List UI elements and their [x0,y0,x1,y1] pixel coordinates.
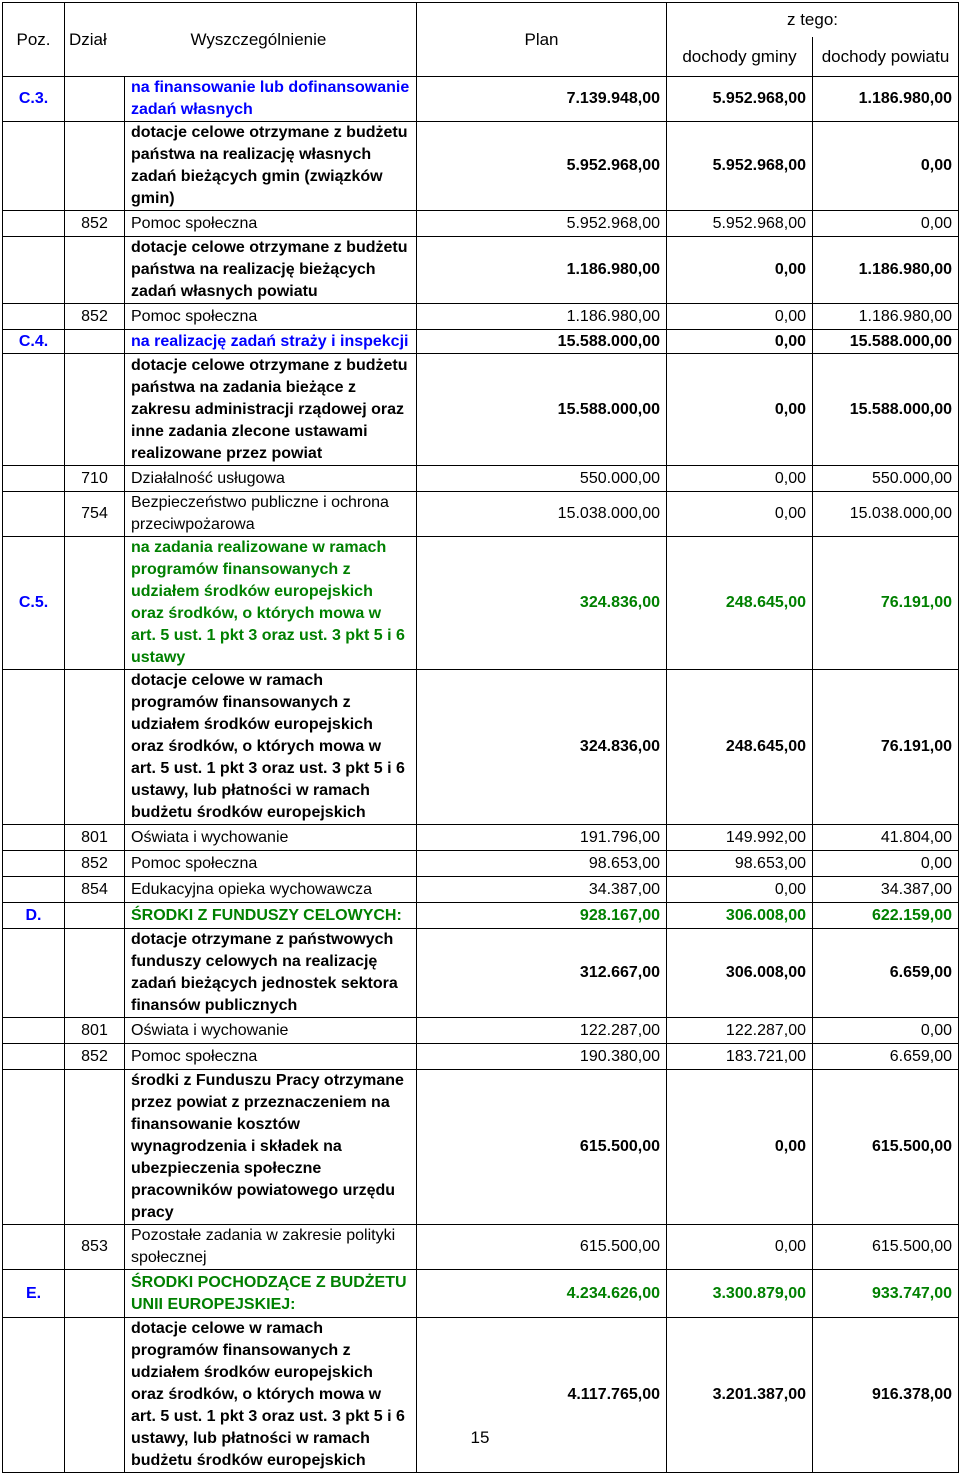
row-description: Oświata i wychowanie [125,1018,417,1044]
row-description: Działalność usługowa [125,466,417,492]
row-dzial: 754 [65,492,125,537]
table-row [3,1318,959,1473]
row-dochody-gminy: 3.300.879,00 [667,1270,813,1318]
row-dzial [65,122,125,211]
row-plan: 928.167,00 [417,903,667,929]
row-dzial: 852 [65,304,125,330]
header-poz: Poz. [3,3,65,77]
row-dochody-powiatu: 615.500,00 [813,1225,959,1270]
row-dzial [65,330,125,354]
row-description: Pomoc społeczna [125,211,417,237]
row-dochody-gminy: 248.645,00 [667,537,813,670]
table-row [3,825,959,851]
row-poz [3,1070,65,1225]
row-plan: 615.500,00 [417,1225,667,1270]
table-row [3,1270,959,1318]
row-poz [3,122,65,211]
row-plan: 5.952.968,00 [417,211,667,237]
row-poz: D. [3,903,65,929]
table-row [3,492,959,537]
row-dochody-powiatu: 15.038.000,00 [813,492,959,537]
header-dzial-wyszczegolnienie [65,3,417,77]
row-dochody-powiatu: 916.378,00 [813,1318,959,1473]
row-dochody-gminy: 248.645,00 [667,670,813,825]
row-plan: 122.287,00 [417,1018,667,1044]
row-poz [3,1318,65,1473]
row-dochody-gminy: 0,00 [667,354,813,466]
row-poz [3,1044,65,1070]
row-dochody-powiatu: 933.747,00 [813,1270,959,1318]
table-row [3,466,959,492]
row-plan: 324.836,00 [417,537,667,670]
row-dochody-powiatu: 41.804,00 [813,825,959,851]
row-poz [3,211,65,237]
row-dzial [65,1270,125,1318]
table-row [3,237,959,304]
row-poz: C.5. [3,537,65,670]
table-row [3,877,959,903]
row-poz: C.3. [3,77,65,122]
row-dochody-powiatu: 0,00 [813,122,959,211]
row-poz [3,237,65,304]
row-dochody-powiatu: 15.588.000,00 [813,354,959,466]
table-row [3,77,959,122]
row-dzial: 852 [65,1044,125,1070]
row-dochody-powiatu: 615.500,00 [813,1070,959,1225]
row-dochody-gminy: 0,00 [667,492,813,537]
row-plan: 15.588.000,00 [417,354,667,466]
row-dochody-powiatu: 0,00 [813,211,959,237]
row-dzial [65,929,125,1018]
row-poz [3,492,65,537]
header-dzial: Dział [69,29,107,49]
row-plan: 550.000,00 [417,466,667,492]
row-poz [3,354,65,466]
row-dochody-gminy: 0,00 [667,1070,813,1225]
table-row [3,1070,959,1225]
row-plan: 5.952.968,00 [417,122,667,211]
row-dochody-gminy: 0,00 [667,1225,813,1270]
row-description: środki z Funduszu Pracy otrzymane przez powiat z przeznaczeniem na finansowanie kosztów wynagrodzenia i składek na ubezpieczenia społeczne pracowników powiatowego urzędu pracy [125,1070,417,1225]
row-dochody-gminy: 149.992,00 [667,825,813,851]
row-plan: 615.500,00 [417,1070,667,1225]
row-dzial [65,1318,125,1473]
row-plan: 1.186.980,00 [417,304,667,330]
row-plan: 4.234.626,00 [417,1270,667,1318]
row-dochody-gminy: 122.287,00 [667,1018,813,1044]
row-dochody-gminy: 3.201.387,00 [667,1318,813,1473]
row-plan: 312.667,00 [417,929,667,1018]
budget-body [3,77,959,1473]
page-number: 15 [470,1428,490,1447]
row-description: Pomoc społeczna [125,304,417,330]
header-wyszczegolnienie: Wyszczególnienie [190,29,327,49]
row-dzial [65,77,125,122]
row-description: Bezpieczeństwo publiczne i ochrona przeciwpożarowa [125,492,417,537]
row-dochody-powiatu: 550.000,00 [813,466,959,492]
row-dochody-powiatu: 0,00 [813,851,959,877]
row-dochody-gminy: 0,00 [667,304,813,330]
row-plan: 190.380,00 [417,1044,667,1070]
row-description: dotacje celowe w ramach programów finansowanych z udziałem środków europejskich oraz środków, o których mowa w art. 5 ust. 1 pkt 3 oraz ust. 3 pkt 5 i 6 ustawy, lub płatności w ramach budżetu środków europejskich [125,1318,417,1473]
row-description: Pozostałe zadania w zakresie polityki społecznej [125,1225,417,1270]
row-plan: 7.139.948,00 [417,77,667,122]
row-dochody-powiatu: 76.191,00 [813,537,959,670]
row-poz [3,851,65,877]
row-dochody-powiatu: 6.659,00 [813,1044,959,1070]
row-description: ŚRODKI Z FUNDUSZY CELOWYCH: [125,903,417,929]
row-description: na finansowanie lub dofinansowanie zadań własnych [125,77,417,122]
row-description: Pomoc społeczna [125,851,417,877]
row-dochody-gminy: 0,00 [667,877,813,903]
row-dochody-powiatu: 34.387,00 [813,877,959,903]
row-dzial: 853 [65,1225,125,1270]
table-row [3,851,959,877]
row-dochody-powiatu: 622.159,00 [813,903,959,929]
row-poz: C.4. [3,330,65,354]
row-dzial: 801 [65,825,125,851]
row-description: Oświata i wychowanie [125,825,417,851]
row-plan: 15.588.000,00 [417,330,667,354]
header-dochody-gminy: dochody gminy [667,37,813,77]
row-description: na realizację zadań straży i inspekcji [125,330,417,354]
row-dzial: 852 [65,211,125,237]
row-dochody-gminy: 306.008,00 [667,929,813,1018]
row-plan: 15.038.000,00 [417,492,667,537]
row-description: dotacje celowe w ramach programów finansowanych z udziałem środków europejskich oraz środków, o których mowa w art. 5 ust. 1 pkt 3 oraz ust. 3 pkt 5 i 6 ustawy, lub płatności w ramach budżetu środków europejskich [125,670,417,825]
table-row [3,354,959,466]
row-dochody-powiatu: 76.191,00 [813,670,959,825]
row-poz [3,304,65,330]
row-dzial: 801 [65,1018,125,1044]
row-poz [3,670,65,825]
row-description: Pomoc społeczna [125,1044,417,1070]
row-poz [3,825,65,851]
row-poz [3,1018,65,1044]
row-dochody-powiatu: 1.186.980,00 [813,237,959,304]
row-dochody-gminy: 0,00 [667,237,813,304]
row-dochody-gminy: 98.653,00 [667,851,813,877]
row-dzial: 854 [65,877,125,903]
row-dzial [65,670,125,825]
row-plan: 34.387,00 [417,877,667,903]
row-poz: E. [3,1270,65,1318]
row-dochody-gminy: 183.721,00 [667,1044,813,1070]
table-row [3,1044,959,1070]
row-dochody-gminy: 0,00 [667,330,813,354]
row-poz [3,466,65,492]
table-row [3,1018,959,1044]
row-description: na zadania realizowane w ramach programów finansowanych z udziałem środków europejskich oraz środków, o których mowa w art. 5 ust. 1 pkt 3 oraz ust. 3 pkt 5 i 6 ustawy [125,537,417,670]
header-dochody-powiatu: dochody powiatu [813,37,959,77]
table-row [3,903,959,929]
row-description: dotacje celowe otrzymane z budżetu państwa na realizację własnych zadań bieżących gmin (związków gmin) [125,122,417,211]
row-plan: 191.796,00 [417,825,667,851]
header-z-tego: z tego: [667,3,959,37]
row-dochody-powiatu: 1.186.980,00 [813,304,959,330]
row-dochody-powiatu: 1.186.980,00 [813,77,959,122]
table-row [3,330,959,354]
row-poz [3,877,65,903]
row-dzial: 710 [65,466,125,492]
row-poz [3,1225,65,1270]
row-poz [3,929,65,1018]
table-row [3,304,959,330]
row-description: Edukacyjna opieka wychowawcza [125,877,417,903]
row-dochody-gminy: 306.008,00 [667,903,813,929]
row-dochody-powiatu: 6.659,00 [813,929,959,1018]
row-dochody-powiatu: 15.588.000,00 [813,330,959,354]
budget-table [2,2,959,1473]
row-dzial [65,903,125,929]
table-row [3,211,959,237]
row-dochody-gminy: 5.952.968,00 [667,211,813,237]
row-dochody-powiatu: 0,00 [813,1018,959,1044]
table-row [3,537,959,670]
row-description: dotacje otrzymane z państwowych funduszy celowych na realizację zadań bieżących jednostek sektora finansów publicznych [125,929,417,1018]
row-dochody-gminy: 5.952.968,00 [667,122,813,211]
row-plan: 324.836,00 [417,670,667,825]
row-dzial [65,354,125,466]
row-description: dotacje celowe otrzymane z budżetu państwa na realizację bieżących zadań własnych powiatu [125,237,417,304]
row-description: ŚRODKI POCHODZĄCE Z BUDŻETU UNII EUROPEJSKIEJ: [125,1270,417,1318]
header-plan: Plan [417,3,667,77]
table-row [3,670,959,825]
row-plan: 98.653,00 [417,851,667,877]
table-row [3,1225,959,1270]
table-row [3,122,959,211]
row-dzial [65,1070,125,1225]
row-dzial [65,537,125,670]
row-dochody-gminy: 0,00 [667,466,813,492]
row-dzial: 852 [65,851,125,877]
row-dochody-gminy: 5.952.968,00 [667,77,813,122]
row-plan: 1.186.980,00 [417,237,667,304]
row-dzial [65,237,125,304]
row-description: dotacje celowe otrzymane z budżetu państwa na zadania bieżące z zakresu administracji rządowej oraz inne zadania zlecone ustawami realizowane przez powiat [125,354,417,466]
row-plan: 4.117.765,00 [417,1318,667,1473]
table-row [3,929,959,1018]
